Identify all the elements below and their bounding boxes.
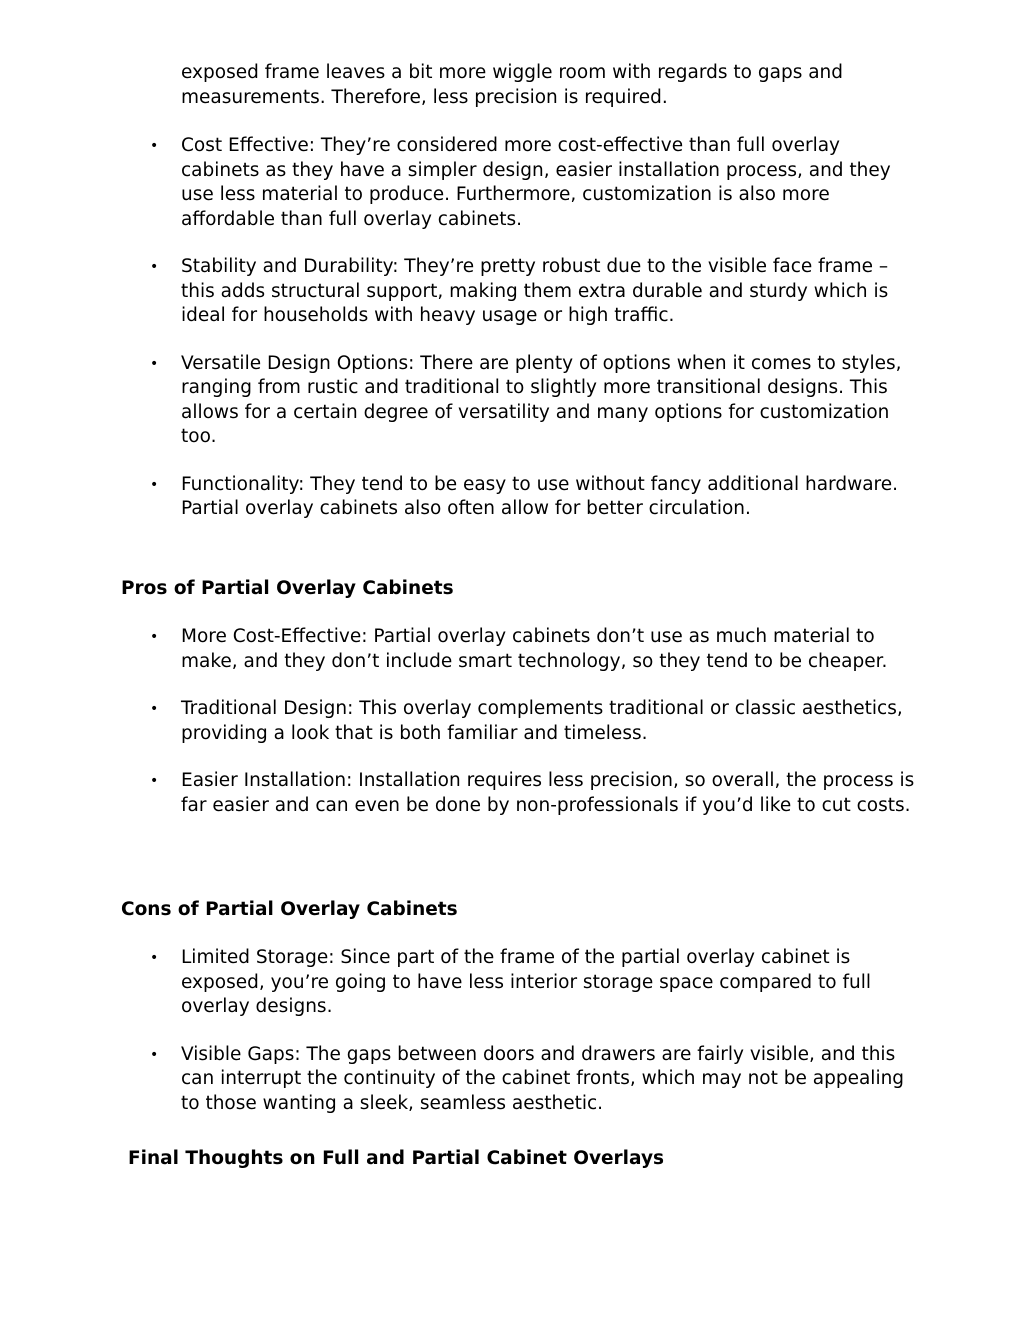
- bullet-icon: •: [150, 701, 159, 717]
- cons-heading: Cons of Partial Overlay Cabinets: [121, 899, 458, 920]
- list-item-text: More Cost-Effective: Partial overlay cabinets don’t use as much material to make, and they don’t include smart technology, so they tend to be cheaper.: [181, 626, 888, 672]
- pros-heading: Pros of Partial Overlay Cabinets: [121, 578, 454, 599]
- list-item: [0, 473, 921, 522]
- list-item: [0, 255, 921, 329]
- bullet-icon: •: [150, 476, 159, 493]
- list-item-text: Stability and Durability: They’re pretty robust due to the visible face frame – this adds structural support, making them extra durable and sturdy which is ideal for households with heavy usage or high traffic.: [181, 256, 889, 326]
- final-thoughts-heading: Final Thoughts on Full and Partial Cabinet Overlays: [128, 1148, 665, 1169]
- list-item-text: Cost Effective: They’re considered more cost-effective than full overlay cabinets as they have a simpler design, easier installation process, and they use less material to produce. Furthermore, customization is also more affordable than full overlay cabinets.: [181, 135, 891, 230]
- list-item-text: Visible Gaps: The gaps between doors and drawers are fairly visible, and this can interrupt the continuity of the cabinet fronts, which may not be appealing to those wanting a sleek, seamless aesthetic.: [181, 1043, 905, 1114]
- bullet-icon: •: [150, 773, 159, 789]
- cons-list: [0, 946, 1024, 1139]
- list-item-text: Functionality: They tend to be easy to use without fancy additional hardware. Partial overlay cabinets also often allow for better circulation.: [181, 473, 898, 519]
- list-item: [0, 134, 921, 232]
- list-item: [0, 352, 921, 450]
- bullet-icon: •: [150, 1046, 159, 1063]
- list-item: [0, 625, 921, 674]
- list-item: [0, 769, 921, 818]
- bullet-icon: •: [150, 950, 159, 966]
- bullet-icon: •: [150, 355, 159, 372]
- bullet-icon: •: [150, 629, 159, 645]
- features-list: [0, 134, 1024, 545]
- list-item-text: Versatile Design Options: There are plenty of options when it comes to styles, ranging from rustic and traditional to slightly more transitional designs. This allows for a certain degree of versatility and many options for customization too.: [181, 352, 902, 447]
- list-item: [0, 946, 921, 1020]
- continuation-paragraph: exposed frame leaves a bit more wiggle room with regards to gaps and measurements. Therefore, less precision is required.: [181, 62, 844, 108]
- list-item: [0, 1043, 921, 1117]
- list-item: [0, 697, 921, 746]
- bullet-icon: •: [150, 138, 159, 154]
- bullet-icon: •: [150, 259, 159, 275]
- list-item-text: Limited Storage: Since part of the frame of the partial overlay cabinet is exposed, you’re going to have less interior storage space compared to full overlay designs.: [181, 947, 872, 1017]
- list-item-text: Traditional Design: This overlay complements traditional or classic aesthetics, providing a look that is both familiar and timeless.: [181, 698, 903, 744]
- pros-list: [0, 625, 1024, 841]
- list-item-text: Easier Installation: Installation requires less precision, so overall, the process is far easier and can even be done by non-professionals if you’d like to cut costs.: [181, 770, 915, 816]
